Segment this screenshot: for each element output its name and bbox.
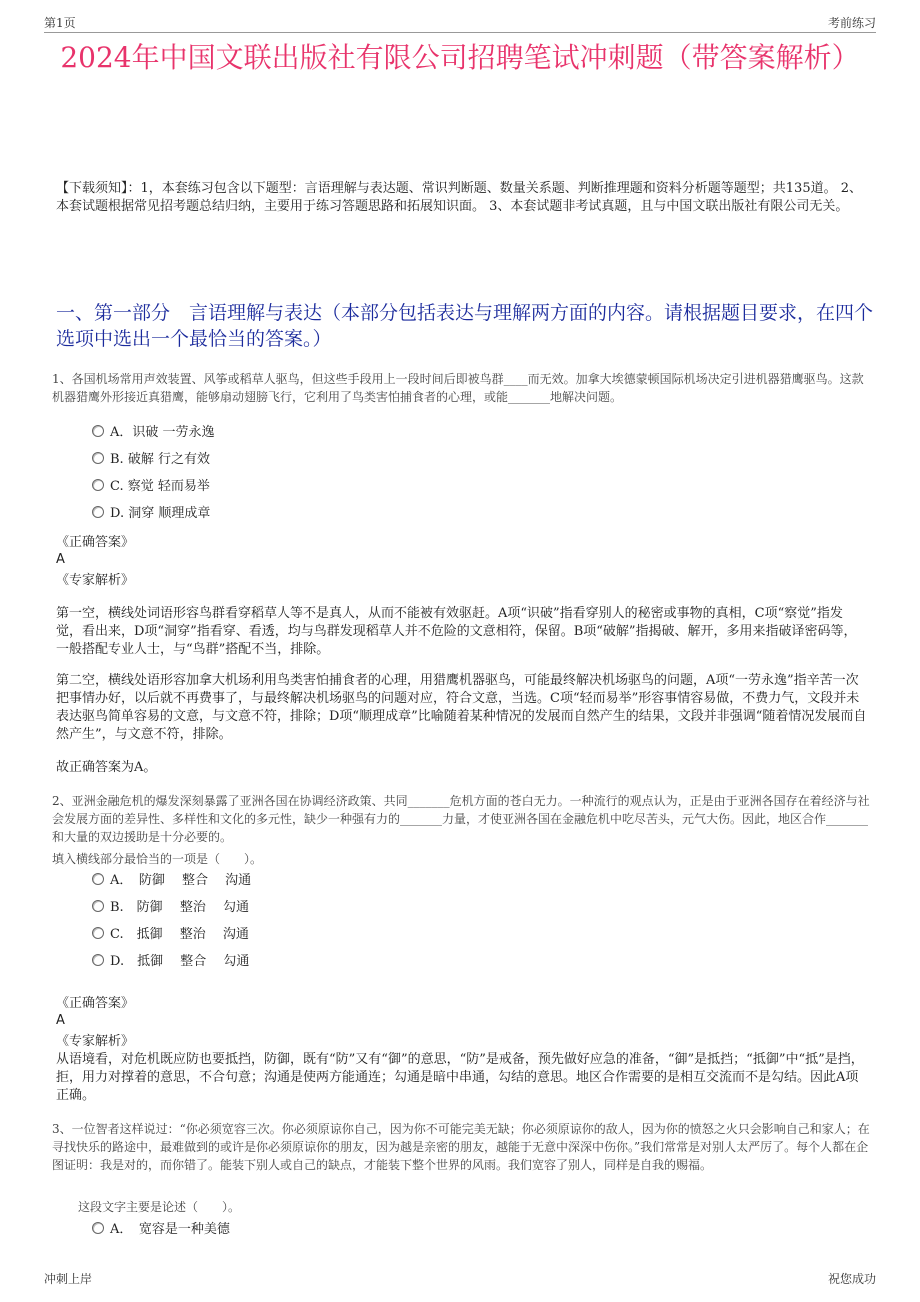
q2-option-b[interactable]: B. 防御 整治 勾通 (92, 899, 249, 917)
document-title: 2024年中国文联出版社有限公司招聘笔试冲刺题（带答案解析） (60, 41, 860, 74)
q1-option-a[interactable]: A．识破 一劳永逸 (92, 424, 215, 442)
q1-analysis-p3: 故正确答案为A。 (56, 760, 157, 775)
q2-option-d[interactable]: D. 抵御 整合 勾通 (92, 953, 249, 971)
radio-icon[interactable] (92, 873, 104, 885)
radio-icon[interactable] (92, 1222, 104, 1234)
footer-right: 祝您成功 (827, 1272, 876, 1286)
question-2-stem: 2、亚洲金融危机的爆发深刻暴露了亚洲各国在协调经济政策、共同_______危机方面的苍白无力。一种流行的观点认为，正是由于亚洲各国存在着经济与社会发展方面的差异性、多样性和文化的多元性，缺少一种强有力的_______力量，才使亚洲各国在金融危机中吃尽苦头，元气大伤。因此，地区合作_______和大量的双边援助是十分必要的。 (52, 794, 870, 844)
question-2-prompt: 填入横线部分最恰当的一项是（ ）。 (52, 852, 263, 866)
q1-analysis-p2: 第二空，横线处语形容加拿大机场利用鸟类害怕捕食者的心理，用猎鹰机器驱鸟，可能最终解决机场驱鸟的问题，A项“一劳永逸”指辛苦一次把事情办好，以后就不再费事了，与最终解决机场驱鸟的问题对应，符合文意，当选。C项“轻而易举”形容事情容易做，不费力气，文段并未表达驱鸟简单容易的文意，与文意不符，排除；D项“顺理成章”比喻随着某种情况的发展而自然产生的结果，文段并非强调“随着情况发展而自然产生”，与文意不符，排除。 (56, 673, 867, 742)
q1-answer: A (56, 552, 65, 567)
radio-icon[interactable] (92, 900, 104, 912)
header-tag: 考前练习 (827, 16, 876, 30)
radio-icon[interactable] (92, 927, 104, 939)
radio-icon[interactable] (92, 452, 104, 464)
q1-analysis-p1: 第一空，横线处词语形容鸟群看穿稻草人等不是真人，从而不能被有效驱赶。A项“识破”指看穿别人的秘密或事物的真相，C项“察觉”指发觉，看出来，D项“洞穿”指看穿、看透，均与鸟群发现稻草人并不危险的文意相符，保留。B项“破解”指揭破、解开，多用来指破译密码等，一般搭配专业人士，与“鸟群”搭配不当，排除。 (56, 606, 857, 657)
radio-icon[interactable] (92, 506, 104, 518)
page-number: 第1页 (44, 16, 76, 30)
q2-answer-label: 《正确答案》 (56, 996, 135, 1011)
q2-option-c[interactable]: C. 抵御 整治 沟通 (92, 926, 249, 944)
question-3-prompt: 这段文字主要是论述（ ）。 (78, 1200, 241, 1214)
radio-icon[interactable] (92, 425, 104, 437)
q2-option-a[interactable]: A． 防御 整合 沟通 (92, 872, 251, 890)
q1-answer-label: 《正确答案》 (56, 535, 135, 550)
q1-option-d[interactable]: D. 洞穿 顺理成章 (92, 505, 210, 523)
download-notice: 【下载须知】：1，本套练习包含以下题型：言语理解与表达题、常识判断题、数量关系题、判断推理题和资料分析题等题型；共135道。 2、本套试题根据常见招考题总结归纳，主要用于练习答题思路和拓展知识面。 3、本套试题非考试真题，且与中国文联出版社有限公司无关。 (56, 181, 862, 214)
q1-analysis-label: 《专家解析》 (56, 573, 135, 588)
q1-option-b[interactable]: B. 破解 行之有效 (92, 451, 210, 469)
section-heading: 一、第一部分 言语理解与表达（本部分包括表达与理解两方面的内容。请根据题目要求，在四个选项中选出一个最恰当的答案。） (56, 302, 874, 350)
q2-answer: A (56, 1013, 65, 1028)
q3-option-a[interactable]: A． 宽容是一种美德 (92, 1221, 230, 1239)
page-header (44, 12, 876, 33)
q1-option-c[interactable]: C. 察觉 轻而易举 (92, 478, 210, 496)
question-3-stem: 3、一位智者这样说过：“你必须宽容三次。你必须原谅你自己，因为你不可能完美无缺；你必须原谅你的敌人，因为你的愤怒之火只会影响自己和家人；在寻找快乐的路途中，最难做到的或许是你必须原谅你的朋友，因为越是亲密的朋友，越能于无意中深深中伤你。”我们常常是对别人太严厉了。每个人都在企图证明：我是对的，而你错了。能装下别人或自己的缺点，才能装下整个世界的风雨。我们宽容了别人，同样是自我的赐福。 (52, 1122, 870, 1172)
footer-left: 冲刺上岸 (44, 1272, 93, 1286)
question-1-stem: 1、各国机场常用声效装置、风筝或稻草人驱鸟，但这些手段用上一段时间后即被鸟群____而无效。加拿大埃德蒙顿国际机场决定引进机器猎鹰驱鸟。这款机器猎鹰外形接近真猎鹰，能够扇动翅膀飞行，它利用了鸟类害怕捕食者的心理，或能_______地解决问题。 (52, 372, 864, 404)
radio-icon[interactable] (92, 479, 104, 491)
q2-analysis-label: 《专家解析》 (56, 1034, 135, 1049)
q2-analysis: 从语境看，对危机既应防也要抵挡，防御，既有“防”又有“御”的意思，“防”是戒备，预先做好应急的准备，“御”是抵挡；“抵御”中“抵”是挡，拒，用力对撑着的意思，不合句意；沟通是使两方能通连；勾通是暗中串通，勾结的意思。地区合作需要的是相互交流而不是勾结。因此A项正确。 (56, 1052, 864, 1103)
radio-icon[interactable] (92, 954, 104, 966)
